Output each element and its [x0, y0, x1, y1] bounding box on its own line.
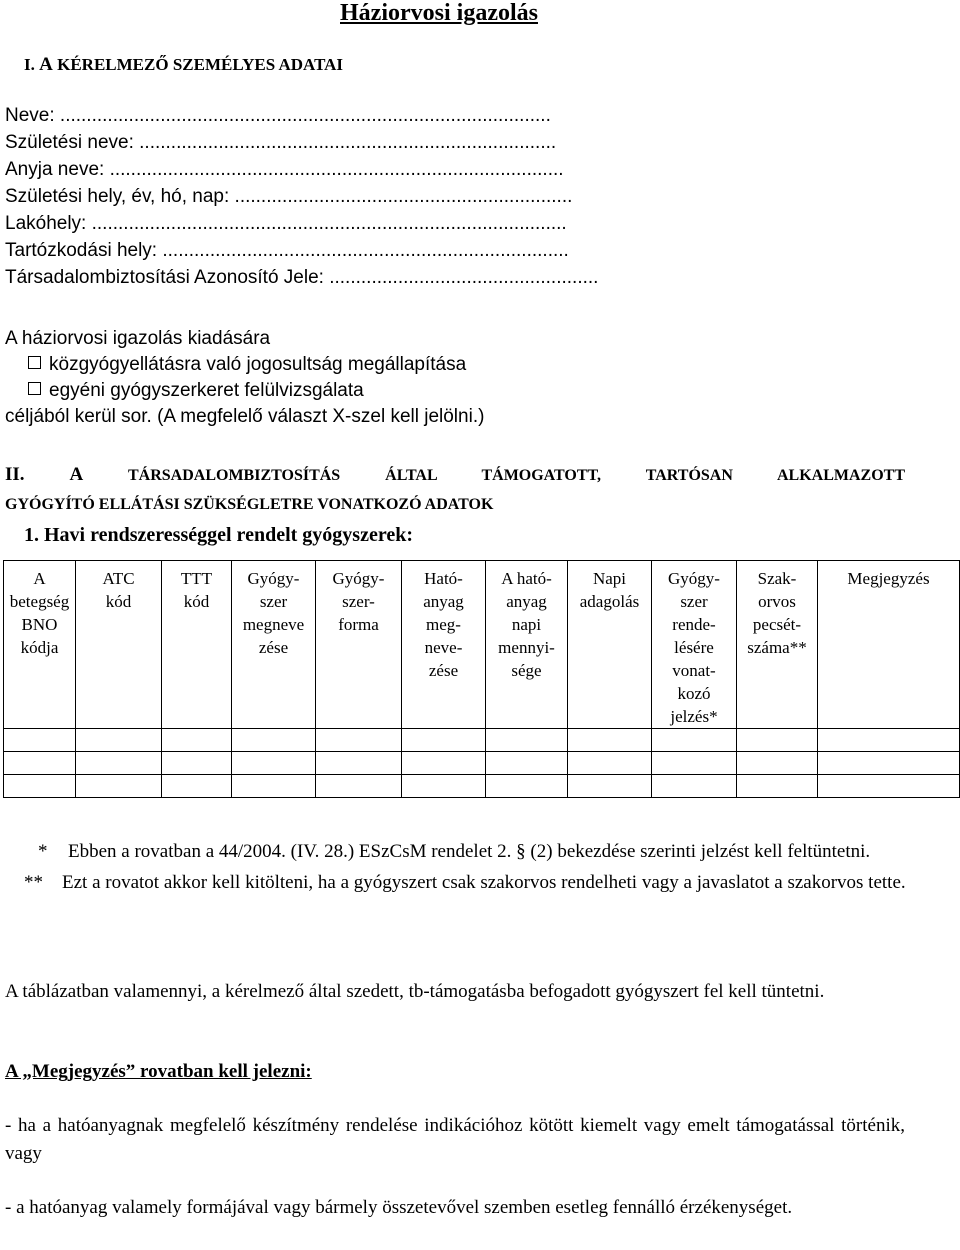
table-cell[interactable]	[316, 729, 402, 752]
purpose-option-1[interactable]	[5, 352, 484, 378]
table-header-line: forma	[338, 615, 379, 634]
table-cell[interactable]	[316, 775, 402, 798]
table-header-line: megneve	[242, 615, 305, 634]
table-cell[interactable]	[737, 752, 818, 775]
table-header-line: kódja	[20, 638, 59, 657]
table-header-line: kód	[105, 592, 132, 611]
table-header-row	[4, 561, 960, 729]
table-header-line: ATC	[102, 569, 135, 588]
purpose-option-1-label: közgyógyellátásra való jogosultság megállapítása	[49, 354, 467, 375]
section-1-title: KÉRELMEZŐ SZEMÉLYES ADATAI	[57, 55, 344, 74]
field-birth-name: Születési neve: ...............................................................................	[5, 132, 557, 153]
table-cell[interactable]	[232, 729, 316, 752]
footnote-2	[24, 869, 938, 897]
table-cell[interactable]	[486, 752, 568, 775]
field-residence: Lakóhely: ..........................................................................................	[5, 213, 567, 234]
personal-data-fields	[5, 102, 598, 291]
table-header-line: szer	[259, 592, 288, 611]
footnote-1-text: Ebben a rovatban a 44/2004. (IV. 28.) ESzCsM rendelet 2. § (2) bekezdése szerinti jelzést kell feltüntetni.	[68, 841, 871, 862]
table-header-line: BNO	[21, 615, 58, 634]
table-header-line: Szak-	[757, 569, 797, 588]
paragraph-table-instructions: A táblázatban valamennyi, a kérelmező által szedett, tb-támogatásba befogadott gyógyszert fel kell tüntetni.	[5, 981, 825, 1002]
footnote-2-marker: **	[24, 872, 43, 893]
table-header-line: anyag	[506, 592, 547, 611]
section-1-roman: I.	[24, 55, 35, 74]
table-header-cell	[76, 561, 162, 729]
table-cell[interactable]	[162, 775, 232, 798]
table-cell[interactable]	[737, 775, 818, 798]
table-header-cell	[652, 561, 737, 729]
table-header-line: rende-	[672, 615, 716, 634]
medication-table	[3, 560, 960, 798]
table-cell[interactable]	[568, 752, 652, 775]
table-header-line: betegség	[9, 592, 70, 611]
table-header-line: meg-	[426, 615, 461, 634]
table-cell[interactable]	[232, 775, 316, 798]
table-header-cell	[4, 561, 76, 729]
table-header-line: orvos	[758, 592, 796, 611]
table-header-line: vonat-	[672, 661, 716, 680]
section-1-first-letter: A	[39, 54, 53, 75]
table-header-line: száma**	[747, 638, 807, 657]
subsection-1-heading: 1. Havi rendszerességgel rendelt gyógyszerek:	[24, 524, 414, 546]
section-2-roman: II.	[5, 464, 25, 485]
table-cell[interactable]	[818, 752, 960, 775]
section-2-line-1	[5, 460, 905, 490]
table-cell[interactable]	[402, 752, 486, 775]
table-header-line: zése	[258, 638, 289, 657]
table-row	[4, 729, 960, 752]
table-cell[interactable]	[652, 729, 737, 752]
table-header-line: A	[33, 569, 46, 588]
table-header-line: napi	[511, 615, 542, 634]
table-header-line: jelzés*	[670, 707, 718, 726]
footnote-2-text: Ezt a rovatot akkor kell kitölteni, ha a gyógyszert csak szakorvos rendelheti vagy a javaslatot a szakorvos tette.	[62, 872, 906, 893]
section-2-title-line-1: TÁRSADALOMBIZTOSÍTÁS ÁLTAL TÁMOGATOTT, TARTÓSAN ALKALMAZOTT	[127, 467, 906, 484]
footnote-1	[24, 838, 938, 866]
table-cell[interactable]	[402, 729, 486, 752]
table-cell[interactable]	[402, 775, 486, 798]
table-row	[4, 775, 960, 798]
table-header-line: Napi	[592, 569, 627, 588]
table-cell[interactable]	[818, 729, 960, 752]
table-header-cell	[232, 561, 316, 729]
table-cell[interactable]	[76, 729, 162, 752]
table-header-line: sége	[511, 661, 542, 680]
table-cell[interactable]	[568, 775, 652, 798]
purpose-outro: céljából kerül sor. (A megfelelő választ X-szel kell jelölni.)	[5, 406, 485, 427]
field-social-security-number: Társadalombiztosítási Azonosító Jele: ...................................................	[5, 267, 599, 288]
table-cell[interactable]	[486, 775, 568, 798]
table-header-line: mennyi-	[498, 638, 555, 657]
table-cell[interactable]	[76, 775, 162, 798]
table-header-line: Gyógy-	[247, 569, 300, 588]
footnote-1-marker: *	[38, 841, 48, 862]
footnotes	[24, 838, 938, 897]
section-2-first-letter: A	[69, 464, 84, 485]
table-cell[interactable]	[162, 729, 232, 752]
field-birth-place-date: Születési hely, év, hó, nap: ................................................................	[5, 186, 573, 207]
table-cell[interactable]	[4, 775, 76, 798]
field-temporary-address: Tartózkodási hely: .............................................................................	[5, 240, 569, 261]
table-header-cell	[737, 561, 818, 729]
table-header-cell	[402, 561, 486, 729]
table-row	[4, 752, 960, 775]
table-cell[interactable]	[486, 729, 568, 752]
field-name: Neve: .............................................................................................	[5, 105, 551, 126]
checkbox-icon[interactable]	[28, 382, 41, 395]
paragraph-remarks-item-1: - ha a hatóanyagnak megfelelő készítmény rendelése indikációhoz kötött kiemelt vagy emelt támogatással történik, vagy	[5, 1115, 905, 1164]
table-header-cell	[568, 561, 652, 729]
table-header-line: Gyógy-	[332, 569, 385, 588]
table-header-line: szer-	[342, 592, 375, 611]
table-cell[interactable]	[316, 752, 402, 775]
table-header-cell	[162, 561, 232, 729]
purpose-option-2[interactable]	[5, 378, 484, 404]
page-title: Háziorvosi igazolás	[340, 0, 538, 26]
table-header-line: szer	[680, 592, 708, 611]
field-mother-name: Anyja neve: ......................................................................................	[5, 159, 564, 180]
section-2-title-line-2: GYÓGYÍTÓ ELLÁTÁSI SZÜKSÉGLETRE VONATKOZÓ ADATOK	[5, 496, 494, 513]
table-cell[interactable]	[652, 775, 737, 798]
table-cell[interactable]	[162, 752, 232, 775]
table-header-cell	[818, 561, 960, 729]
purpose-intro: A háziorvosi igazolás kiadására	[5, 328, 271, 349]
section-2-heading	[5, 460, 905, 519]
table-header-line: Gyógy-	[668, 569, 720, 588]
section-1-heading	[24, 54, 343, 76]
table-header-line: lésére	[674, 638, 714, 657]
table-header-line: pecsét-	[752, 615, 802, 634]
table-header-line: adagolás	[579, 592, 640, 611]
checkbox-icon[interactable]	[28, 356, 41, 369]
paragraph-remarks-item-2: - a hatóanyag valamely formájával vagy bármely összetevővel szemben esetleg fennálló érzékenységet.	[5, 1197, 793, 1218]
table-header-line: zése	[428, 661, 459, 680]
table-header-line: Megjegyzés	[847, 569, 930, 588]
table-cell[interactable]	[737, 729, 818, 752]
table-header-line: kód	[183, 592, 210, 611]
table-cell[interactable]	[4, 752, 76, 775]
table-cell[interactable]	[652, 752, 737, 775]
table-cell[interactable]	[568, 729, 652, 752]
table-header-line: TTT	[180, 569, 213, 588]
table-header-line: kozó	[677, 684, 711, 703]
table-header-cell	[486, 561, 568, 729]
table-cell[interactable]	[4, 729, 76, 752]
purpose-block	[5, 326, 484, 430]
table-cell[interactable]	[232, 752, 316, 775]
purpose-option-2-label: egyéni gyógyszerkeret felülvizsgálata	[49, 380, 364, 401]
table-cell[interactable]	[818, 775, 960, 798]
table-header-line: A ható-	[501, 569, 552, 588]
table-header-line: anyag	[423, 592, 464, 611]
table-cell[interactable]	[76, 752, 162, 775]
table-header-line: neve-	[424, 638, 463, 657]
paragraph-remarks-heading: A „Megjegyzés” rovatban kell jelezni:	[5, 1061, 312, 1082]
table-header-cell	[316, 561, 402, 729]
table-header-line: Ható-	[424, 569, 463, 588]
